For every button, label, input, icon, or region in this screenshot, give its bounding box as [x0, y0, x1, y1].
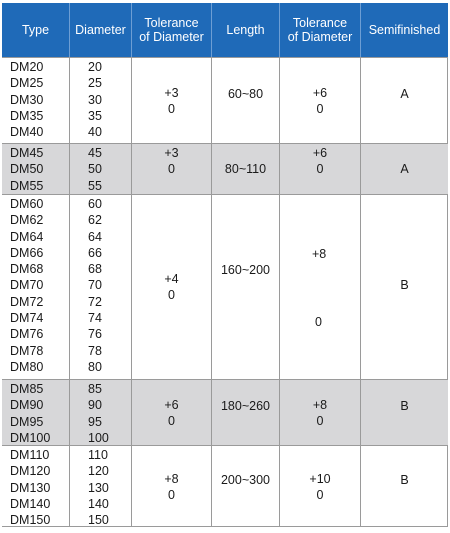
group-4-length	[211, 445, 279, 527]
diameter-cell: 150	[88, 513, 109, 528]
header-tolerance-2-label: Tolerance of Diameter	[287, 16, 353, 44]
type-cell: DM45	[10, 146, 44, 160]
tol-plus: +6	[164, 397, 179, 412]
diameter-cell: 50	[88, 162, 102, 177]
group-0-length	[211, 57, 279, 143]
group-2-length	[211, 194, 279, 379]
diameter-cell: 76	[88, 327, 102, 342]
tol2-plus: +8	[312, 247, 327, 261]
group-3-tolerance	[131, 379, 211, 445]
header-type	[2, 3, 69, 57]
diameter-cell: 95	[88, 414, 102, 429]
type-cell: DM80	[10, 359, 44, 374]
header-tolerance-diameter	[131, 3, 211, 57]
group-0-diameters	[69, 57, 131, 143]
diameter-cell: 70	[88, 278, 102, 293]
header-diameter	[69, 3, 131, 57]
semi-value: B	[400, 398, 409, 413]
diameter-cell: 45	[88, 146, 102, 160]
length-value: 160~200	[220, 263, 270, 277]
diameter-cell: 90	[88, 398, 102, 413]
type-cell: DM60	[10, 197, 44, 211]
tol2-minus: 0	[315, 315, 322, 329]
type-cell: DM30	[10, 92, 44, 107]
header-length-label: Length	[226, 23, 265, 37]
diameter-cell: 72	[88, 294, 102, 309]
tol-minus: 0	[168, 487, 175, 502]
type-cell: DM120	[10, 464, 51, 479]
tol2-plus: +8	[312, 397, 328, 412]
diameter-cell: 80	[88, 359, 102, 374]
diameter-cell: 78	[88, 343, 102, 358]
type-cell: DM20	[10, 60, 44, 74]
diameter-cell: 25	[88, 76, 102, 91]
header-length	[211, 3, 279, 57]
tol-plus: +4	[164, 272, 179, 286]
group-0-tolerance-2	[279, 57, 360, 143]
group-4-diameters	[69, 445, 131, 527]
group-4-tolerance	[131, 445, 211, 527]
group-0-tolerance	[131, 57, 211, 143]
diameter-cell: 64	[88, 229, 102, 244]
length-value: 60~80	[227, 86, 264, 101]
tol2-plus: +6	[312, 146, 328, 160]
type-cell: DM85	[10, 382, 44, 396]
length-value: 200~300	[220, 472, 270, 487]
group-4-types	[2, 445, 69, 527]
semi-value: A	[400, 86, 409, 101]
type-cell: DM64	[10, 229, 44, 244]
diameter-cell: 120	[88, 464, 109, 479]
tol-plus: +3	[164, 85, 179, 100]
diameter-cell: 62	[88, 213, 102, 228]
diameter-cell: 60	[88, 197, 102, 211]
diameter-cell: 20	[88, 60, 102, 74]
group-1-types	[2, 143, 69, 194]
diameter-cell: 55	[88, 178, 102, 193]
group-3-types	[2, 379, 69, 445]
semi-value: B	[400, 278, 409, 292]
tol2-plus: +10	[309, 471, 331, 486]
diameter-cell: 85	[88, 382, 102, 396]
type-cell: DM25	[10, 76, 44, 91]
semi-value: B	[400, 472, 409, 487]
type-cell: DM110	[10, 448, 50, 462]
diameter-cell: 130	[88, 480, 109, 495]
tol-minus: 0	[168, 413, 175, 428]
type-cell: DM72	[10, 294, 44, 309]
type-cell: DM40	[10, 125, 44, 140]
tol-minus: 0	[168, 162, 175, 176]
diameter-cell: 30	[88, 92, 102, 107]
tol-plus: +3	[164, 146, 179, 160]
type-cell: DM95	[10, 414, 44, 429]
group-3-length	[211, 379, 279, 445]
tol2-minus: 0	[316, 487, 324, 502]
type-cell: DM70	[10, 278, 44, 293]
type-cell: DM68	[10, 262, 44, 277]
type-cell: DM90	[10, 398, 44, 413]
tol2-minus: 0	[316, 101, 324, 116]
type-cell: DM76	[10, 327, 44, 342]
diameter-cell: 35	[88, 108, 102, 123]
diameter-cell: 74	[88, 311, 102, 326]
length-value: 180~260	[220, 398, 270, 413]
group-0-semifinished	[360, 57, 448, 143]
header-tolerance-diameter-2	[279, 3, 360, 57]
group-2-types	[2, 194, 69, 379]
spec-table	[2, 3, 448, 527]
group-0-types	[2, 57, 69, 143]
group-2-tolerance-2	[279, 194, 360, 379]
type-cell: DM62	[10, 213, 44, 228]
diameter-cell: 40	[88, 125, 102, 140]
type-cell: DM50	[10, 162, 44, 177]
header-semifinished	[360, 3, 448, 57]
group-4-semifinished	[360, 445, 448, 527]
group-2-diameters	[69, 194, 131, 379]
group-1-tolerance-2	[279, 143, 360, 194]
type-cell: DM140	[10, 496, 51, 511]
semi-value: A	[400, 162, 409, 176]
group-3-diameters	[69, 379, 131, 445]
tol-minus: 0	[168, 101, 175, 116]
type-cell: DM150	[10, 513, 51, 528]
tol2-plus: +6	[312, 85, 328, 100]
group-2-semifinished	[360, 194, 448, 379]
type-cell: DM55	[10, 178, 44, 193]
group-3-semifinished	[360, 379, 448, 445]
tol-plus: +8	[164, 471, 179, 486]
diameter-cell: 100	[88, 430, 109, 445]
group-2-tolerance	[131, 194, 211, 379]
type-cell: DM74	[10, 311, 44, 326]
group-1-diameters	[69, 143, 131, 194]
header-semifinished-label: Semifinished	[368, 23, 441, 37]
header-diameter-label: Diameter	[75, 23, 126, 37]
type-cell: DM78	[10, 343, 44, 358]
diameter-cell: 68	[88, 262, 102, 277]
tol-minus: 0	[168, 288, 175, 302]
group-4-tolerance-2	[279, 445, 360, 527]
diameter-cell: 66	[88, 245, 102, 260]
group-3-tolerance-2	[279, 379, 360, 445]
type-cell: DM130	[10, 480, 51, 495]
type-cell: DM100	[10, 430, 51, 445]
header-type-label: Type	[21, 23, 50, 37]
header-tolerance-label: Tolerance of Diameter	[139, 16, 204, 44]
group-1-semifinished	[360, 143, 448, 194]
diameter-cell: 110	[88, 448, 108, 462]
diameter-cell: 140	[88, 496, 109, 511]
group-1-tolerance	[131, 143, 211, 194]
type-cell: DM66	[10, 245, 44, 260]
type-cell: DM35	[10, 108, 44, 123]
length-value: 80~110	[224, 162, 267, 176]
group-1-length	[211, 143, 279, 194]
tol2-minus: 0	[316, 413, 324, 428]
tol2-minus: 0	[316, 162, 324, 176]
